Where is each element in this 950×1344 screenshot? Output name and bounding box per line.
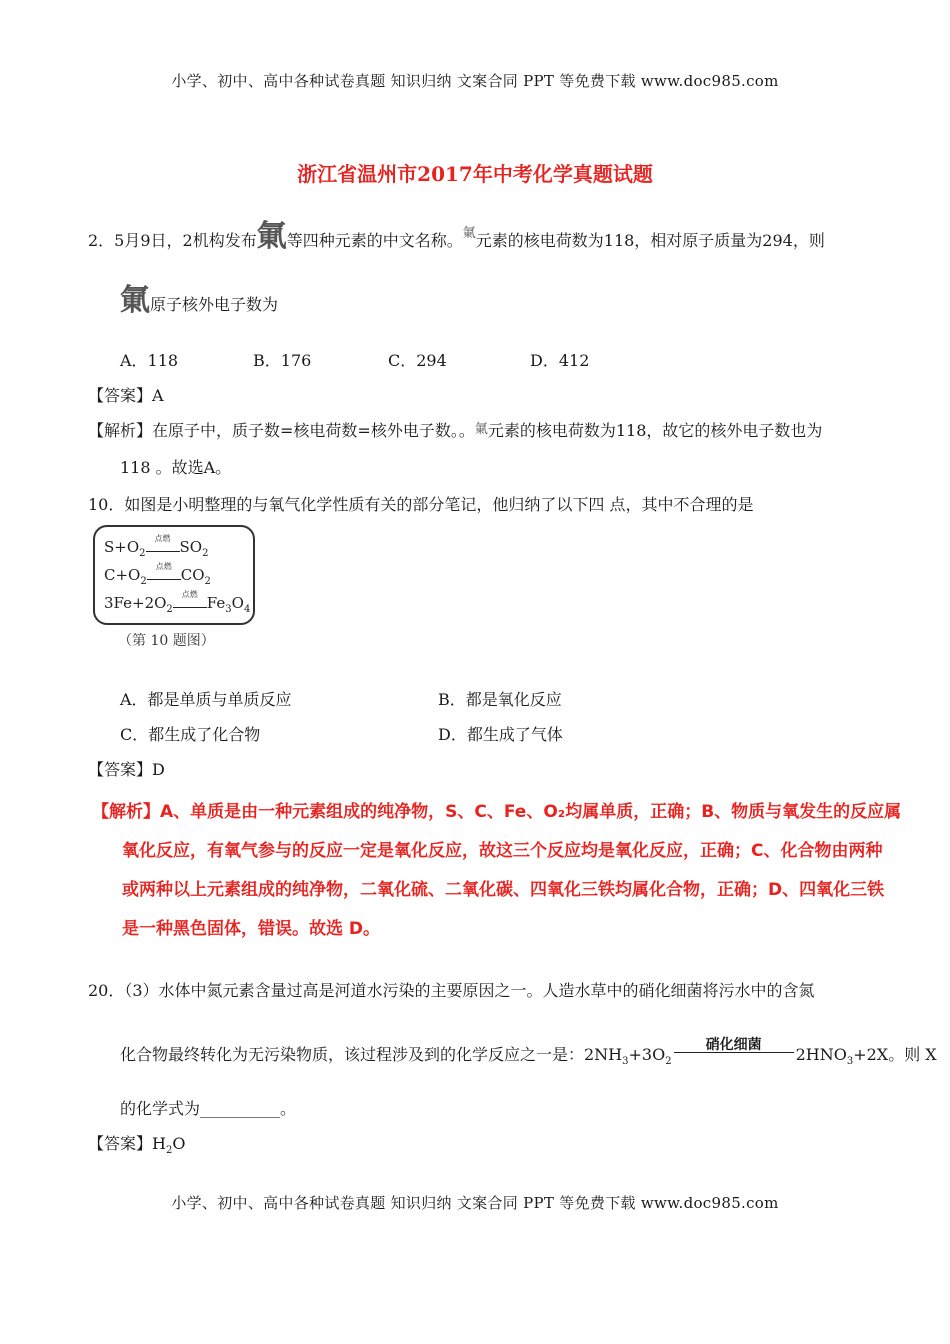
q2-analysis-b: 元素的核电荷数为118，故它的核外电子数也为: [487, 421, 823, 440]
q2-analysis-line2: 118 。故选A。: [120, 458, 232, 477]
q10-option-d: D．都生成了气体: [438, 725, 563, 744]
q10-analysis-line4: 是一种黑色固体，错误。故选 D。: [122, 919, 381, 939]
reaction-arrow: 点燃: [173, 599, 207, 608]
reaction-arrow: 点燃: [146, 543, 180, 552]
q20-line1: 20．（3）水体中氮元素含量过高是河道水污染的主要原因之一。人造水草中的硝化细菌将污水中的含氮: [88, 981, 815, 1000]
page-title: 浙江省温州市2017年中考化学真题试题: [297, 162, 653, 186]
q2-line1-b: 等四种元素的中文名称。: [286, 231, 463, 250]
q2-option-b: B．176: [253, 351, 312, 370]
equation-3: $3Fe+2O_2$ 点燃 $Fe_3O_4$: [104, 590, 251, 615]
q2-option-a: A．118: [120, 351, 179, 370]
equation-1: $S+O_2$ 点燃 $SO_2$: [104, 534, 209, 559]
q2-line1-c: 元素的核电荷数为118，相对原子质量为294，则: [475, 231, 825, 250]
figure-caption: （第 10 题图）: [118, 633, 215, 649]
q2-line1-a: 2．5月9日，2机构发布: [88, 231, 257, 250]
q2-answer: 【答案】A: [88, 386, 164, 405]
element-glyph-large: 氭: [120, 283, 150, 318]
q2-line2-text: 原子核外电子数为: [150, 295, 279, 314]
q2-line1: [88, 219, 825, 254]
q2-analysis-a: 【解析】在原子中，质子数=核电荷数=核外电子数。。: [88, 421, 475, 440]
q10-answer: 【答案】D: [88, 760, 165, 779]
element-glyph-large: 氭: [256, 219, 287, 254]
q10-option-a: A．都是单质与单质反应: [120, 690, 292, 709]
element-glyph-small: 氭: [462, 226, 476, 241]
q10-stem: 10．如图是小明整理的与氧气化学性质有关的部分笔记，他归纳了以下四 点，其中不合理的是: [88, 495, 754, 514]
element-glyph-small: 氭: [474, 422, 488, 437]
q2-line2: [120, 283, 279, 318]
q10-analysis-line3: 或两种以上元素组成的纯净物，二氧化硫、二氧化碳、四氧化三铁均属化合物，正确；D、四氧化三铁: [122, 880, 885, 900]
q20-line3: 的化学式为__________。: [120, 1099, 297, 1118]
q10-analysis-line2: 氧化反应，有氧气参与的反应一定是氧化反应，故这三个反应均是氧化反应，正确；C、化合物由两种: [122, 841, 883, 861]
q20-line2: 化合物最终转化为无污染物质，该过程涉及到的化学反应之一是：$2NH_3+3O_2$ 硝化细菌 $2HNO_3+2X$。则 X: [120, 1036, 937, 1068]
q2-option-d: D．412: [530, 351, 590, 370]
q10-analysis-line1: 【解析】A、单质是由一种元素组成的纯净物，S、C、Fe、O₂均属单质，正确；B、物质与氧发生的反应属: [92, 802, 902, 822]
page-header: 小学、初中、高中各种试卷真题 知识归纳 文案合同 PPT 等免费下载 www.doc985.com: [171, 72, 779, 90]
q10-option-c: C．都生成了化合物: [120, 725, 261, 744]
q10-option-b: B．都是氧化反应: [438, 690, 562, 709]
q20-answer: 【答案】$H_2O$: [88, 1134, 186, 1157]
equation-2: $C+O_2$ 点燃 $CO_2$: [104, 562, 211, 587]
q2-analysis-line1: [88, 418, 822, 441]
reaction-arrow: 点燃: [147, 571, 181, 580]
page-footer: 小学、初中、高中各种试卷真题 知识归纳 文案合同 PPT 等免费下载 www.doc985.com: [171, 1194, 779, 1212]
q2-option-c: C．294: [388, 351, 447, 370]
